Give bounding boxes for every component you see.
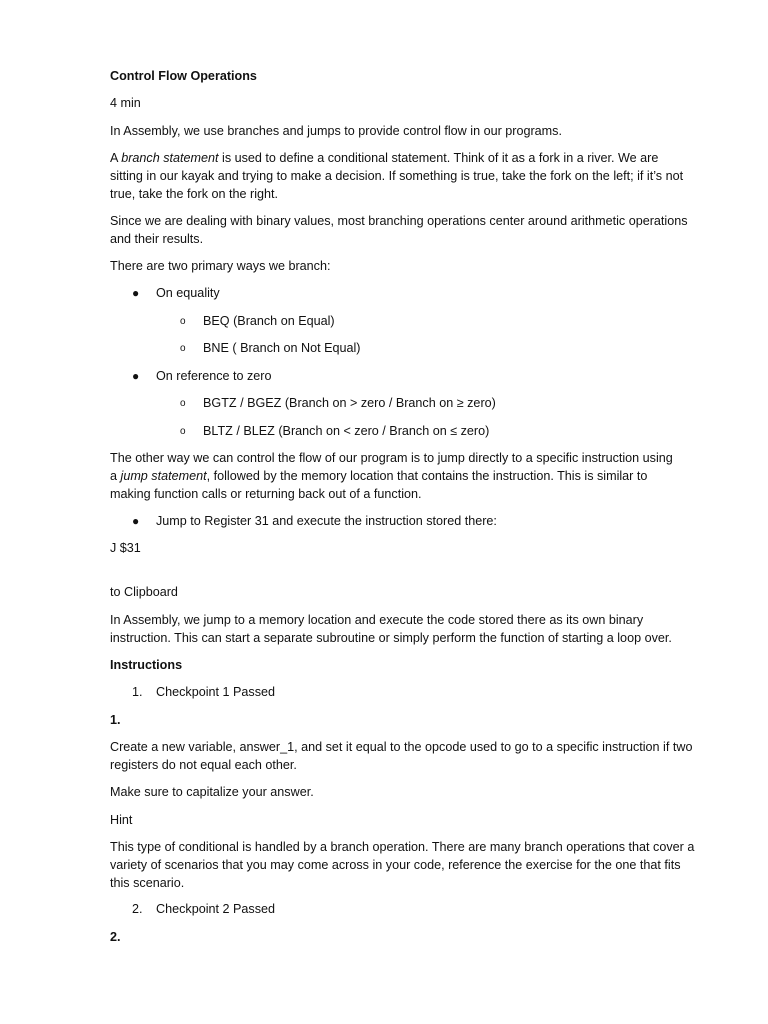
duration-label: 4 min bbox=[110, 96, 141, 110]
step-2-number: 2. bbox=[110, 930, 121, 944]
list-item: On reference to zero bbox=[156, 369, 272, 383]
jump-line-2 bbox=[110, 468, 720, 486]
jump-bullet-item: Jump to Register 31 and execute the instruction stored there: bbox=[156, 514, 497, 528]
exec-line-1: In Assembly, we jump to a memory location and execute the code stored there as its own binary bbox=[110, 613, 644, 627]
text-span: A bbox=[110, 151, 122, 165]
checkpoint-2-status: Checkpoint 2 Passed bbox=[156, 902, 276, 916]
hollow-bullet-icon: o bbox=[180, 343, 186, 354]
branch-line-2: sitting in our kayak and trying to make a decision. If something is true, take the fork on the left; if it’s not bbox=[110, 169, 684, 183]
branch-line-3: true, take the fork on the right. bbox=[110, 187, 279, 201]
binary-line-1: Since we are dealing with binary values, most branching operations center around arithmetic operations bbox=[110, 214, 688, 228]
binary-line-2: and their results. bbox=[110, 232, 204, 246]
list-item: On equality bbox=[156, 286, 220, 300]
hint-line-3: this scenario. bbox=[110, 876, 185, 890]
text-span: , followed by the memory location that contains the instruction. This is similar to bbox=[206, 469, 648, 483]
checkpoint-number: 1. bbox=[132, 685, 143, 699]
hint-toggle[interactable]: Hint bbox=[110, 813, 133, 827]
capitalize-note: Make sure to capitalize your answer. bbox=[110, 785, 314, 799]
checkpoint-number: 2. bbox=[132, 902, 143, 916]
sub-list-item: BNE ( Branch on Not Equal) bbox=[203, 341, 361, 355]
step-1-line-2: registers do not equal each other. bbox=[110, 758, 297, 772]
bullet-dot-icon: ● bbox=[132, 286, 140, 300]
branch-statement-term: branch statement bbox=[121, 151, 219, 165]
instructions-heading: Instructions bbox=[110, 658, 183, 672]
text-span: is used to define a conditional statement. Think of it as a fork in a river. We are bbox=[218, 151, 659, 165]
text-span: a bbox=[110, 469, 121, 483]
intro-paragraph: In Assembly, we use branches and jumps to provide control flow in our programs. bbox=[110, 124, 562, 138]
exec-line-2: instruction. This can start a separate subroutine or simply perform the function of starting a loop over. bbox=[110, 631, 672, 645]
jump-statement-term: jump statement bbox=[120, 469, 207, 483]
bullet-dot-icon: ● bbox=[132, 514, 140, 528]
jump-line-1: The other way we can control the flow of our program is to jump directly to a specific instruction using bbox=[110, 451, 673, 465]
step-1-line-1: Create a new variable, answer_1, and set it equal to the opcode used to go to a specific instruction if two bbox=[110, 740, 693, 754]
sub-list-item: BLTZ / BLEZ (Branch on < zero / Branch on ≤ zero) bbox=[203, 424, 490, 438]
hollow-bullet-icon: o bbox=[180, 316, 186, 327]
hollow-bullet-icon: o bbox=[180, 398, 186, 409]
hollow-bullet-icon: o bbox=[180, 426, 186, 437]
hint-line-1: This type of conditional is handled by a branch operation. There are many branch operations that cover a bbox=[110, 840, 695, 854]
branch-line-1 bbox=[110, 150, 720, 168]
page-title: Control Flow Operations bbox=[110, 69, 257, 83]
copy-to-clipboard-link[interactable]: to Clipboard bbox=[110, 585, 178, 599]
step-1-number: 1. bbox=[110, 713, 121, 727]
branch-ways-paragraph: There are two primary ways we branch: bbox=[110, 259, 331, 273]
jump-line-3: making function calls or returning back out of a function. bbox=[110, 487, 422, 501]
checkpoint-1-status: Checkpoint 1 Passed bbox=[156, 685, 276, 699]
code-snippet: J $31 bbox=[110, 541, 141, 555]
sub-list-item: BGTZ / BGEZ (Branch on > zero / Branch on ≥ zero) bbox=[203, 396, 496, 410]
hint-line-2: variety of scenarios that you may come across in your code, reference the exercise for the one that fits bbox=[110, 858, 681, 872]
sub-list-item: BEQ (Branch on Equal) bbox=[203, 314, 335, 328]
bullet-dot-icon: ● bbox=[132, 369, 140, 383]
